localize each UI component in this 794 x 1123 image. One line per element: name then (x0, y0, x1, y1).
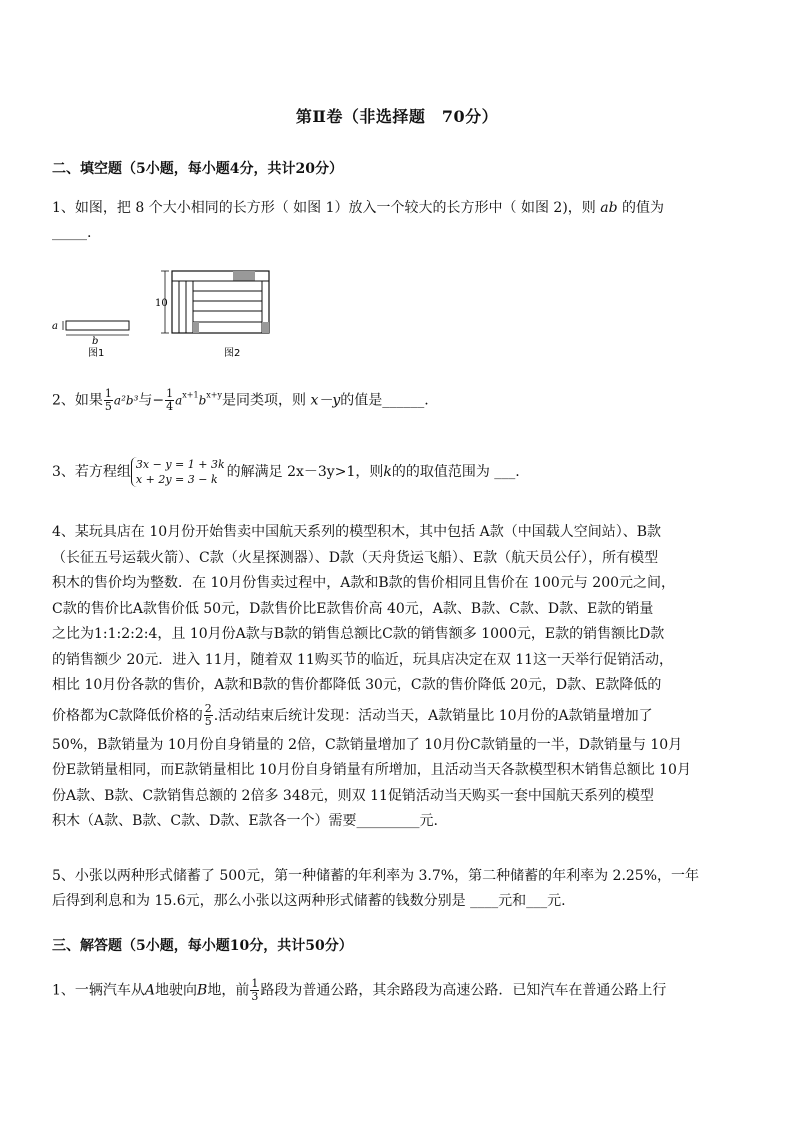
q3-var: k (383, 464, 392, 480)
fig1-rectangle (66, 321, 129, 330)
rectangles-figure (52, 268, 282, 363)
fig2-caption: 图2 (224, 348, 241, 359)
q4-fraction: $\frac{2}{5}$ (204, 702, 212, 728)
question-4: 4、某玩具店在 10月份开始售卖中国航天系列的模型积木，其中包括 A款（中国载人空间站）、B款 （长征五号运载火箭）、C款（火星探测器）、D款（天舟货运飞船）、E款（航天员公仔），所有模型 积木的售价均为整数．在 10月份售卖过程中，A款和B款的售价相同且售价在 100元与 200元之间， C款的售价比A款售价低 50元，D款售价比E款售价高 40元，A款、B款、C款、D款、E款的销量 之比为1:1:2:2:4，且 10月份A款与B款的销售总额比C款的销售额多 1000元，E款的销售额比D款 的销售额少 20元．进入 11月，随着双 11购买节的临近，玩具店决定在双 11这一天举行促销活动， 相比 10月份各款的售价，A款和B款的售价都降低 30元，C款的售价降低 20元，D款、E款降低的 价格都为C款降低价格的 $\frac{2}{5}$ .活动结束后统计发现：活动当天，A款销量比 10月份的A款销量增加了 50%，B款销量为 10月份自身销量的 2倍，C款销量增加了 10月份C款销量的一半，D款销量与 10月 份E款销量相同，而E款销量相比 10月份自身销量有所增加，且活动当天各款模型积木销售总额比 10月 份A款、B款、C款销售总额的 2倍多 348元，则双 11促销活动当天购买一套中国航天系列的模型 积木（A款、B款、C款、D款、E款各一个）需要_________元. (52, 524, 691, 829)
section-heading-fill-blank: 二、填空题（5小题，每小题4分，共计20分） (52, 161, 343, 177)
q3-middle: 的解满足 2x－3y>1，则 (226, 464, 384, 480)
fig1-label-a: a (52, 321, 58, 332)
q2-exponent-b: x+y (206, 390, 223, 400)
section3-question-1: 1、一辆汽车从A地驶向B地，前 $\frac{1}{3}$ 路段为普通公路，其余路段为高速公路．已知汽车在普通公路上行 (52, 977, 667, 1003)
q3-end: 的的取值范围为 ___. (391, 464, 520, 480)
q2-fraction-2: $\frac{1}{4}$ (166, 387, 174, 413)
fig1-label-b: b (92, 336, 99, 347)
section-heading-answer: 三、解答题（5小题，每小题10分，共计50分） (52, 938, 353, 954)
q2-term-1: a²b³ (113, 393, 139, 408)
q2-exponent-a: x+1 (182, 390, 199, 400)
q2-suffix: 是同类项，则 (222, 392, 307, 409)
q2-term-2: a (175, 393, 183, 408)
question-5: 5、小张以两种形式储蓄了 500元，第一种储蓄的年利率为 3.7%，第二种储蓄的年利率为 2.25%，一年 后得到利息和为 15.6元，那么小张以这两种形式储蓄的钱数分别是 ____元和___元. (52, 868, 700, 909)
q1-blank: _____. (52, 225, 92, 241)
question-2 (52, 388, 742, 414)
q2-term-2b: b (198, 393, 207, 408)
q1-var: ab (600, 200, 618, 216)
s3q1-fraction: $\frac{1}{3}$ (251, 977, 259, 1003)
q1-text: 1、如图，把 8 个大小相同的长方形（ 如图 1）放入一个较大的长方形中（ 如图 2)，则 (52, 200, 596, 216)
q3-equation-system: 3x − y = 1 + 3k x + 2y = 3 − k (131, 457, 225, 487)
q1-text-end: 的值为 (622, 200, 665, 216)
q2-mid: 与− (138, 392, 165, 409)
q2-fraction-1: $\frac{1}{5}$ (104, 387, 112, 413)
q2-prefix: 2、如果 (52, 392, 103, 409)
q2-end: 的值是______. (340, 392, 429, 409)
fig2-label-10: 10 (155, 298, 168, 309)
fig1-caption: 图1 (88, 348, 105, 359)
question-3 (52, 457, 742, 487)
q3-prefix: 3、若方程组 (52, 464, 131, 480)
q2-expression: x－y (310, 392, 341, 409)
question-1 (52, 196, 742, 246)
page-title: 第Ⅱ卷（非选择题 70分） (295, 107, 499, 126)
